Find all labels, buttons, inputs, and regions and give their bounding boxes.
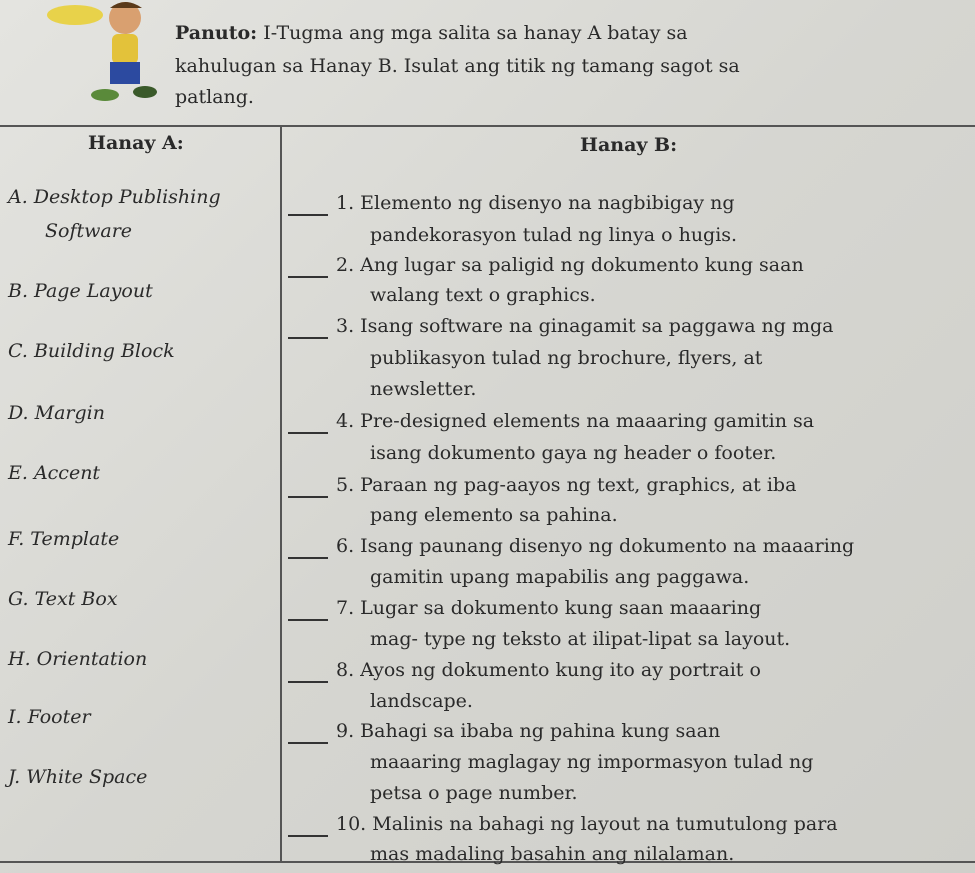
hanay-b-item — [288, 813, 838, 837]
hanay-a-item: F. Template — [8, 528, 120, 550]
hanay-b-item-continuation — [370, 782, 578, 804]
hanay-b-item — [288, 254, 804, 278]
hanay-b-text: pandekorasyon tulad ng linya o hugis. — [370, 224, 738, 246]
hanay-b-text: isang dokumento gaya ng header o footer. — [370, 442, 777, 464]
hanay-b-text: 9. Bahagi sa ibaba ng pahina kung saan — [336, 720, 721, 742]
hanay-b-item — [288, 597, 761, 621]
instructions-text: I-Tugma ang mga salita sa hanay A batay sa — [263, 22, 688, 44]
hanay-a-item: J. White Space — [8, 766, 148, 788]
column-b-header: Hanay B: — [580, 134, 678, 156]
hanay-b-item-continuation — [370, 690, 473, 712]
cartoon-mascot-image — [30, 0, 160, 105]
hanay-b-text: publikasyon tulad ng brochure, flyers, at — [370, 347, 763, 369]
hanay-b-item — [288, 410, 814, 434]
answer-blank[interactable] — [288, 720, 328, 744]
hanay-b-text: 5. Paraan ng pag-aayos ng text, graphics, at iba — [336, 474, 797, 496]
hanay-b-text: 4. Pre-designed elements na maaaring gamitin sa — [336, 410, 815, 432]
hanay-b-item — [288, 659, 761, 683]
hanay-b-text: landscape. — [370, 690, 473, 712]
hanay-a-item: E. Accent — [8, 462, 101, 484]
hanay-b-text: gamitin upang mapabilis ang paggawa. — [370, 566, 750, 588]
hanay-a-item: G. Text Box — [8, 588, 118, 610]
hanay-b-text: mas madaling basahin ang nilalaman. — [370, 843, 735, 865]
answer-blank[interactable] — [288, 659, 328, 683]
hanay-b-text: 1. Elemento ng disenyo na nagbibigay ng — [336, 192, 735, 214]
hanay-a-item: H. Orientation — [8, 648, 148, 670]
hanay-b-item-continuation — [370, 566, 749, 588]
instructions-label: Panuto: — [175, 22, 258, 44]
hanay-a-item: I. Footer — [8, 706, 91, 728]
hanay-b-item — [288, 315, 834, 339]
hanay-b-text: petsa o page number. — [370, 782, 578, 804]
hanay-b-item — [288, 720, 720, 744]
hanay-a-item: D. Margin — [8, 402, 105, 424]
answer-blank[interactable] — [288, 315, 328, 339]
instructions-line-2: kahulugan sa Hanay B. Isulat ang titik ng tamang sagot sa — [175, 55, 740, 77]
hanay-b-item-continuation — [370, 224, 737, 246]
answer-blank[interactable] — [288, 474, 328, 498]
hanay-b-text: newsletter. — [370, 378, 477, 400]
hanay-b-item-continuation — [370, 628, 790, 650]
hanay-b-item-continuation — [370, 843, 734, 865]
hanay-a-item: A. Desktop Publishing — [8, 186, 221, 208]
hanay-b-item-continuation — [370, 442, 776, 464]
hanay-b-text: 6. Isang paunang disenyo ng dokumento na maaaring — [336, 535, 855, 557]
table-top-border — [0, 125, 975, 127]
hanay-b-item-continuation — [370, 378, 476, 400]
column-a-header: Hanay A: — [88, 132, 184, 154]
hanay-b-text: 8. Ayos ng dokumento kung ito ay portrait o — [336, 659, 761, 681]
instructions-line-3: patlang. — [175, 86, 254, 108]
answer-blank[interactable] — [288, 813, 328, 837]
hanay-b-item-continuation — [370, 284, 596, 306]
hanay-b-text: walang text o graphics. — [370, 284, 596, 306]
hanay-b-text: mag- type ng teksto at ilipat-lipat sa layout. — [370, 628, 791, 650]
column-divider — [280, 125, 282, 863]
hanay-b-text: maaaring maglagay ng impormasyon tulad ng — [370, 751, 814, 773]
answer-blank[interactable] — [288, 192, 328, 216]
hanay-b-item-continuation — [370, 347, 762, 369]
hanay-b-text: 10. Malinis na bahagi ng layout na tumutulong para — [336, 813, 838, 835]
answer-blank[interactable] — [288, 254, 328, 278]
hanay-b-text: 3. Isang software na ginagamit sa paggawa ng mga — [336, 315, 834, 337]
answer-blank[interactable] — [288, 410, 328, 434]
answer-blank[interactable] — [288, 535, 328, 559]
hanay-a-item: C. Building Block — [8, 340, 175, 362]
hanay-a-item: Software — [45, 220, 133, 242]
answer-blank[interactable] — [288, 597, 328, 621]
hanay-b-item — [288, 474, 796, 498]
hanay-a-item: B. Page Layout — [8, 280, 153, 302]
hanay-b-item-continuation — [370, 504, 618, 526]
hanay-b-text: pang elemento sa pahina. — [370, 504, 618, 526]
hanay-b-text: 2. Ang lugar sa paligid ng dokumento kung saan — [336, 254, 804, 276]
hanay-b-text: 7. Lugar sa dokumento kung saan maaaring — [336, 597, 762, 619]
instructions-line-1 — [175, 22, 688, 44]
hanay-b-item-continuation — [370, 751, 813, 773]
hanay-b-item — [288, 535, 854, 559]
hanay-b-item — [288, 192, 735, 216]
